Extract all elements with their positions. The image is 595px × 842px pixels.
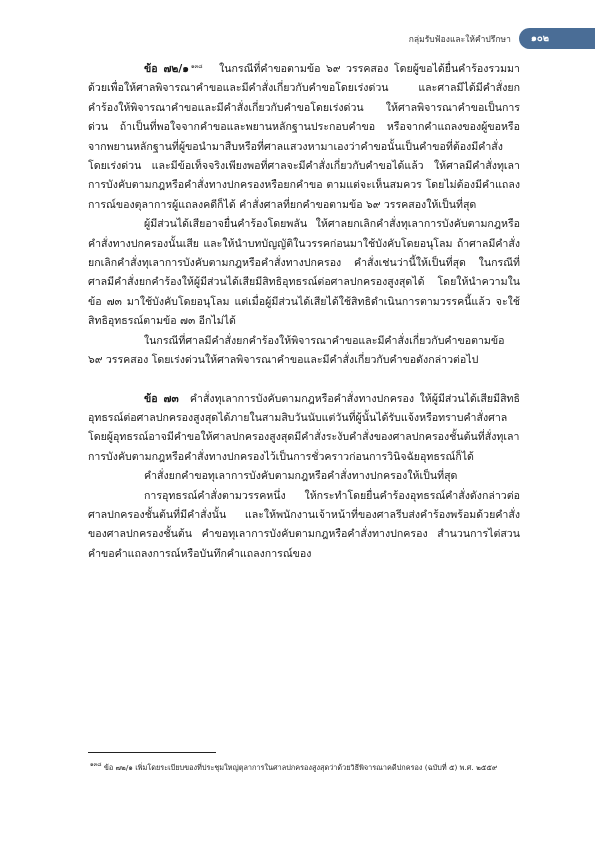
section-72-1-para-2: ผู้มีส่วนได้เสียอาจยื่นคำร้องโดยพลัน ให้ศาลยกเลิกคำสั่งทุเลาการบังคับตามกฎหรือคำสั่งทางปกครองนั้นเสีย และให้นำบทบัญญัติในวรรคก่อนมาใช้บังคับโดยอนุโลม ถ้าศาลมีคำสั่งยกเลิกคำสั่งทุเลาการบังคับตามกฎหรือคำสั่งทางปกครอง คำสั่งเช่นว่านี้ให้เป็นที่สุด ในกรณีที่ศาลมีคำสั่งยกคำร้องให้ผู้มีส่วนได้เสียมีสิทธิอุทธรณ์ต่อศาลปกครองสูงสุดได้ โดยให้นำความในข้อ ๗๓ มาใช้บังคับโดยอนุโลม แต่เมื่อผู้มีส่วนได้เสียได้ใช้สิทธิดำเนินการตามวรรคนี้แล้ว จะใช้สิทธิอุทธรณ์ตามข้อ ๗๓ อีกไม่ได้: [88, 218, 520, 328]
section-number: ข้อ ๗๒/๑: [144, 63, 189, 75]
page-header: [409, 28, 555, 49]
document-body: [88, 60, 520, 564]
section-73-para-1: [88, 390, 520, 468]
footnote: [88, 760, 520, 775]
footnote-divider: [88, 752, 216, 753]
paragraph-text: คำสั่งทุเลาการบังคับตามกฎหรือคำสั่งทางปกครอง ให้ผู้มีส่วนได้เสียมีสิทธิอุทธรณ์ต่อศาลปกครองสูงสุดได้ภายในสามสิบวันนับแต่วันที่ผู้นั้นได้รับแจ้งหรือทราบคำสั่งศาล โดยผู้อุทธรณ์อาจมีคำขอให้ศาลปกครองสูงสุดมีคำสั่งระงับคำสั่งของศาลปกครองชั้นต้นที่สั่งทุเลาการบังคับตามกฎหรือคำสั่งทางปกครองไว้เป็นการชั่วคราวก่อนการวินิจฉัยอุทธรณ์ก็ได้: [88, 392, 520, 463]
footnote-marker[interactable]: ๑๓๘: [191, 64, 203, 70]
page-number-badge: ๑๐๒: [519, 28, 595, 49]
paragraph-text: ในกรณีที่คำขอตามข้อ ๖๙ วรรคสอง โดยผู้ขอได้ยื่นคำร้องรวมมาด้วยเพื่อให้ศาลพิจารณาคำขอและมีคำสั่งเกี่ยวกับคำขอโดยเร่งด่วน และศาลมีได้มีคำสั่งยกคำร้องให้พิจารณาคำขอและมีคำสั่งเกี่ยวกับคำขอโดยเร่งด่วน ให้ศาลพิจารณาคำขอเป็นการด่วน ถ้าเป็นที่พอใจจากคำขอและพยานหลักฐานประกอบคำขอ หรือจากคำแถลงของผู้ขอหรือจากพยานหลักฐานที่ผู้ขอนำมาสืบหรือที่ศาลแสวงหามาเองว่าคำขอนั้นเป็นคำขอที่ต้องมีคำสั่งโดยเร่งด่วน และมีข้อเท็จจริงเพียงพอที่ศาลจะมีคำสั่งเกี่ยวกับคำขอได้แล้ว ให้ศาลมีคำสั่งทุเลาการบังคับตามกฎหรือคำสั่งทางปกครองหรือยกคำขอ ตามแต่จะเห็นสมควร โดยไม่ต้องมีคำแถลงการณ์ของตุลาการผู้แถลงคดีก็ได้ คำสั่งศาลที่ยกคำขอตามข้อ ๖๙ วรรคสองให้เป็นที่สุด: [88, 63, 520, 211]
section-73-para-3: การอุทธรณ์คำสั่งตามวรรคหนึ่ง ให้กระทำโดยยื่นคำร้องอุทธรณ์คำสั่งดังกล่าวต่อศาลปกครองชั้นต้นที่มีคำสั่งนั้น และให้พนักงานเจ้าหน้าที่ของศาลรีบส่งคำร้องพร้อมด้วยคำสั่งของศาลปกครองชั้นต้น คำขอทุเลาการบังคับตามกฎหรือคำสั่งทางปกครอง สำนวนการไต่สวนคำขอคำแถลงการณ์หรือบันทึกคำแถลงการณ์ของ: [88, 489, 520, 560]
section-number: ข้อ ๗๓: [144, 392, 179, 405]
footnote-number: ๑๓๘: [90, 762, 102, 768]
footnote-text: ข้อ ๗๒/๑ เพิ่มโดยระเบียบของที่ประชุมใหญ่ตุลาการในศาลปกครองสูงสุดว่าด้วยวิธีพิจารณาคดีปกครอง (ฉบับที่ ๕) พ.ศ. ๒๕๕๙: [103, 763, 498, 772]
section-72-1-para-1: [88, 60, 520, 215]
section-72-1-para-3: ในกรณีที่ศาลมีคำสั่งยกคำร้องให้พิจารณาคำขอและมีคำสั่งเกี่ยวกับคำขอตามข้อ ๖๙ วรรคสอง โดยเร่งด่วนให้ศาลพิจารณาคำขอและมีคำสั่งเกี่ยวกับคำขอดังกล่าวต่อไป: [88, 334, 505, 367]
section-73-para-2: คำสั่งยกคำขอทุเลาการบังคับตามกฎหรือคำสั่งทางปกครองให้เป็นที่สุด: [144, 470, 458, 483]
header-group-title: กลุ่มรับฟ้องและให้คำปรึกษา: [408, 34, 511, 45]
